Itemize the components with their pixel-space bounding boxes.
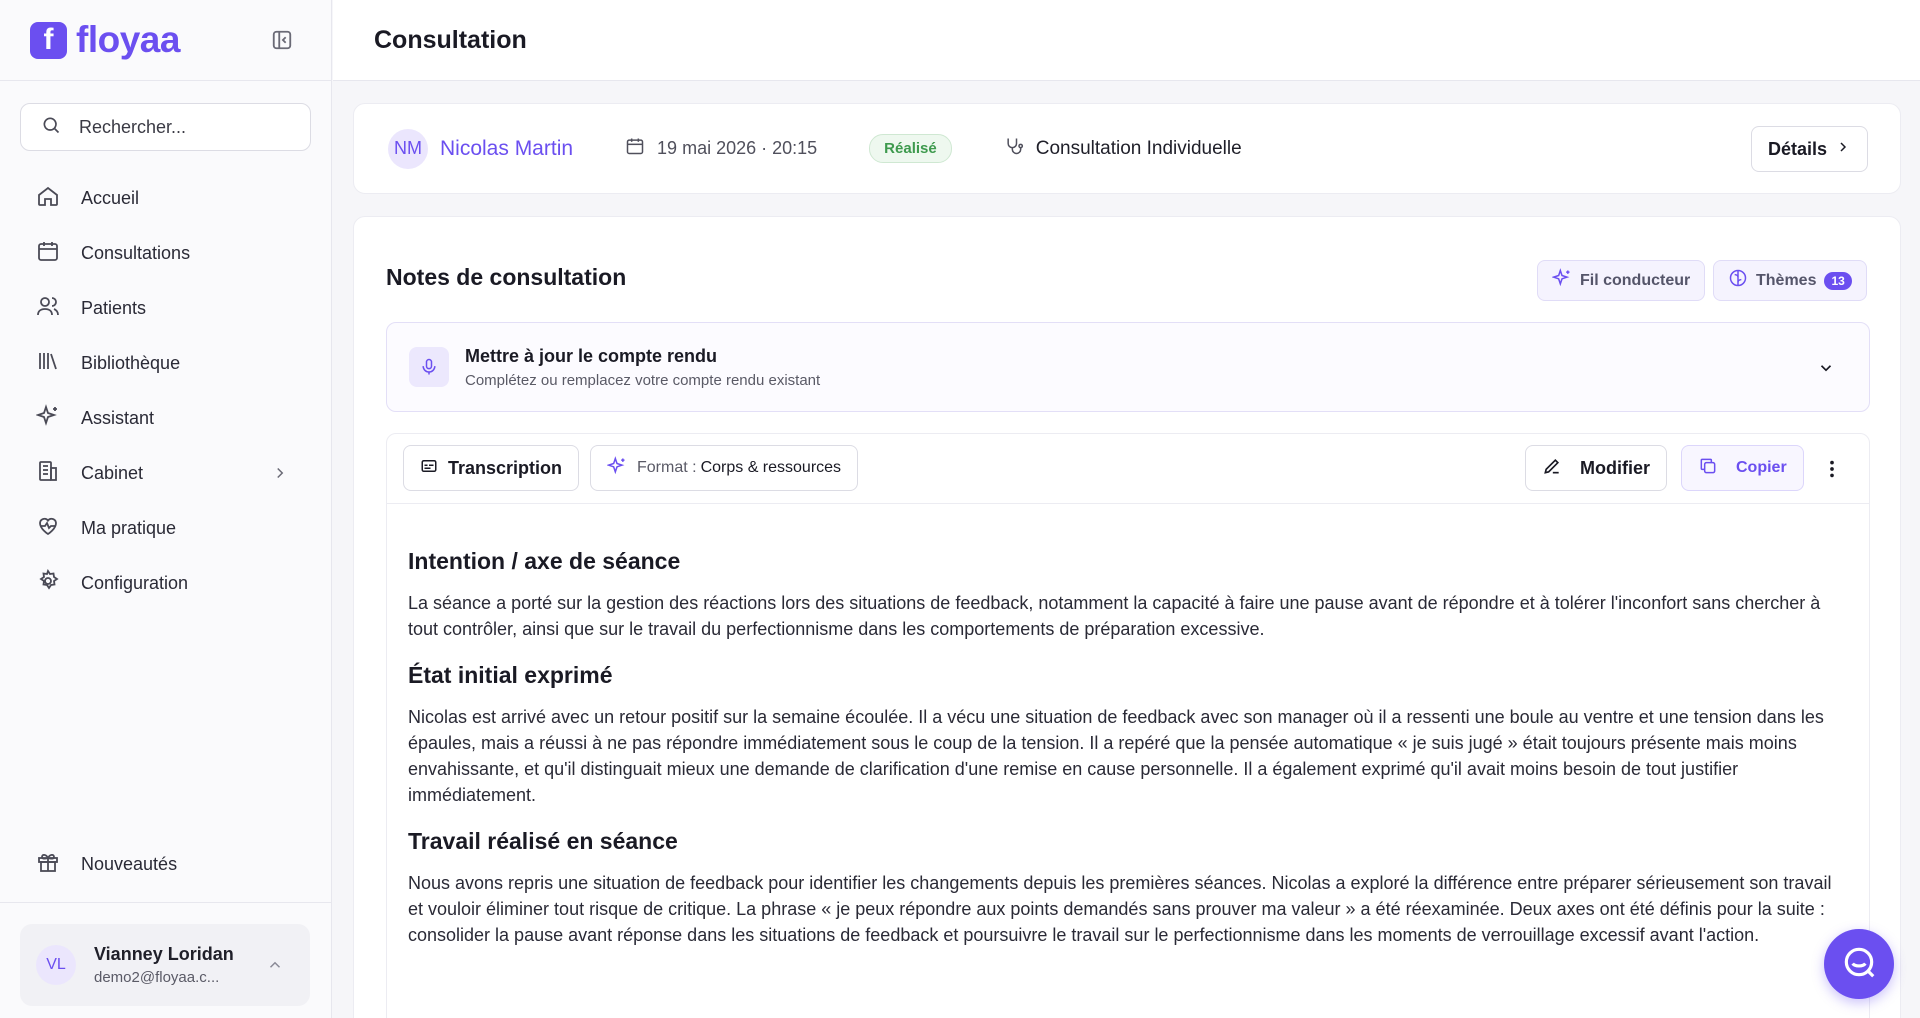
transcription-button[interactable] [403, 445, 579, 491]
details-button[interactable] [1751, 126, 1868, 172]
sidebar-item-assistant[interactable] [0, 391, 331, 446]
sidebar-item-label: Bibliothèque [81, 353, 181, 373]
captions-icon [420, 457, 438, 480]
more-vertical-icon[interactable] [1821, 458, 1843, 485]
chevron-right-icon [271, 464, 289, 487]
sidebar-item-label: Cabinet [81, 463, 144, 483]
brand-name: floyaa [76, 19, 180, 60]
heart-pulse-icon [36, 514, 60, 543]
report-document [386, 433, 1870, 1018]
update-report-accordion[interactable] [386, 322, 1870, 412]
fil-conducteur-button[interactable] [1537, 260, 1705, 301]
report-body [387, 504, 1869, 948]
copier-button[interactable] [1681, 445, 1804, 491]
transcription-label: Transcription [448, 457, 563, 478]
gear-icon [36, 569, 60, 598]
search-box[interactable] [20, 103, 311, 151]
sidebar-bottom-nav [0, 837, 331, 892]
building-icon [36, 459, 60, 488]
details-label: Détails [1767, 138, 1827, 159]
user-menu[interactable] [20, 924, 310, 1006]
sidebar-item-label: Accueil [81, 188, 140, 208]
brand [0, 0, 331, 81]
user-email: demo2@floyaa.c... [94, 969, 220, 986]
sidebar-item-nouveautes[interactable] [0, 837, 331, 892]
update-report-title: Mettre à jour le compte rendu [465, 345, 718, 366]
copy-icon [1698, 456, 1718, 481]
sparkles-icon [607, 456, 627, 481]
section-text: Nous avons repris une situation de feedback pour identifier les changements depuis les premières séances. Nicolas a exploré la différence entre préparer sérieusement son travail et vouloir éliminer tout risque de critique. La phrase « je peux répondre aux points demandés sans prouver ma valeur » a été réexaminée. Deux axes ont été définis pour la suite : consolider la pause avant réponse dans les situations de feedback et poursuivre le travail sur le perfectionnisme dans les moments de verrouillage excessif avant l'action. [408, 873, 1832, 945]
sidebar-collapse-icon[interactable] [271, 29, 293, 51]
gift-icon [36, 850, 60, 879]
section-heading: Travail réalisé en séance [408, 828, 678, 854]
themes-button[interactable] [1713, 260, 1867, 301]
section-heading: Intention / axe de séance [408, 548, 681, 574]
session-date [625, 136, 817, 161]
chat-support-button[interactable] [1824, 929, 1894, 999]
chevron-down-icon [1817, 359, 1835, 382]
modifier-button[interactable] [1525, 445, 1667, 491]
user-info [94, 944, 234, 986]
avatar: VL [36, 945, 76, 985]
sidebar-item-label: Patients [81, 298, 147, 318]
sidebar-item-consultations[interactable] [0, 226, 331, 281]
sparkles-icon [36, 404, 60, 433]
report-toolbar [387, 434, 1869, 504]
library-icon [36, 349, 60, 378]
sidebar-item-cabinet[interactable] [0, 446, 331, 501]
format-value: Corps & ressources [700, 459, 842, 476]
sidebar-item-bibliotheque[interactable] [0, 336, 331, 391]
patient-name-link[interactable]: Nicolas Martin [440, 136, 574, 160]
status-badge: Réalisé [869, 134, 952, 163]
sidebar-item-accueil[interactable] [0, 171, 331, 226]
update-report-text [465, 346, 820, 389]
sidebar-item-patients[interactable] [0, 281, 331, 336]
topbar [333, 0, 1920, 81]
themes-count-badge: 13 [1824, 272, 1851, 290]
sidebar-nav [0, 171, 331, 611]
sidebar-item-label: Ma pratique [81, 518, 177, 538]
user-name: Vianney Loridan [94, 944, 234, 964]
search-icon [41, 115, 61, 140]
section-text: Nicolas est arrivé avec un retour positif sur la semaine écoulée. Il a vécu une situation de feedback avec son manager où il a ressenti une boule au ventre et une tension dans les épaules, mais a réussi à ne pas répondre immédiatement sous le coup de la tension. Il a repéré que la pensée automatique « je suis jugé » était toujours présente mais moins envahissante, et qu'il distinguait mieux une demande de clarification d'une remise en cause personnelle. Il a également exprimé qu'il avait moins besoin de tout justifier immédiatement. [408, 707, 1824, 805]
pencil-icon [1542, 456, 1562, 481]
fil-conducteur-label: Fil conducteur [1580, 271, 1691, 289]
sidebar-item-label: Assistant [81, 408, 155, 428]
sidebar-item-label: Nouveautés [81, 854, 178, 874]
patient-avatar: NM [388, 129, 428, 169]
notes-title: Notes de consultation [386, 264, 627, 290]
sidebar-item-label: Configuration [81, 573, 189, 593]
sidebar-item-configuration[interactable] [0, 556, 331, 611]
format-prefix: Format : [637, 459, 697, 476]
divider [0, 902, 331, 903]
calendar-icon [625, 136, 645, 161]
chevron-right-icon [1827, 139, 1851, 160]
session-datetime: 19 mai 2026 · 20:15 [657, 138, 818, 158]
session-summary [353, 103, 1901, 194]
notes-panel [353, 216, 1901, 1018]
sparkles-icon [1552, 268, 1572, 293]
update-report-subtitle: Complétez ou remplacez votre compte rendu existant [465, 371, 821, 389]
stethoscope-icon [1004, 136, 1024, 161]
page-title: Consultation [374, 25, 527, 54]
home-icon [36, 184, 60, 213]
themes-label: Thèmes [1756, 271, 1817, 289]
modifier-label: Modifier [1580, 457, 1650, 478]
section-heading: État initial exprimé [408, 662, 613, 688]
chevron-up-icon [266, 956, 284, 979]
brain-icon [1728, 268, 1748, 293]
copier-label: Copier [1736, 459, 1787, 476]
microphone-icon [409, 347, 449, 387]
session-type [1004, 136, 1242, 161]
sidebar-item-ma-pratique[interactable] [0, 501, 331, 556]
session-type-label: Consultation Individuelle [1035, 137, 1242, 159]
section-text: La séance a porté sur la gestion des réactions lors des situations de feedback, notamment la capacité à faire une pause avant de répondre et à tolérer l'inconfort sans chercher à tout contrôler, ainsi que sur le travail du perfectionnisme dans les comportements de préparation excessive. [408, 593, 1821, 639]
calendar-icon [36, 239, 60, 268]
search-input[interactable] [79, 117, 299, 138]
chat-bubble-icon [1840, 943, 1878, 986]
users-icon [36, 294, 60, 323]
brand-logo: f [30, 22, 67, 59]
format-selector-button[interactable] [590, 445, 858, 491]
sidebar-item-label: Consultations [81, 243, 191, 263]
sidebar [0, 0, 332, 1018]
